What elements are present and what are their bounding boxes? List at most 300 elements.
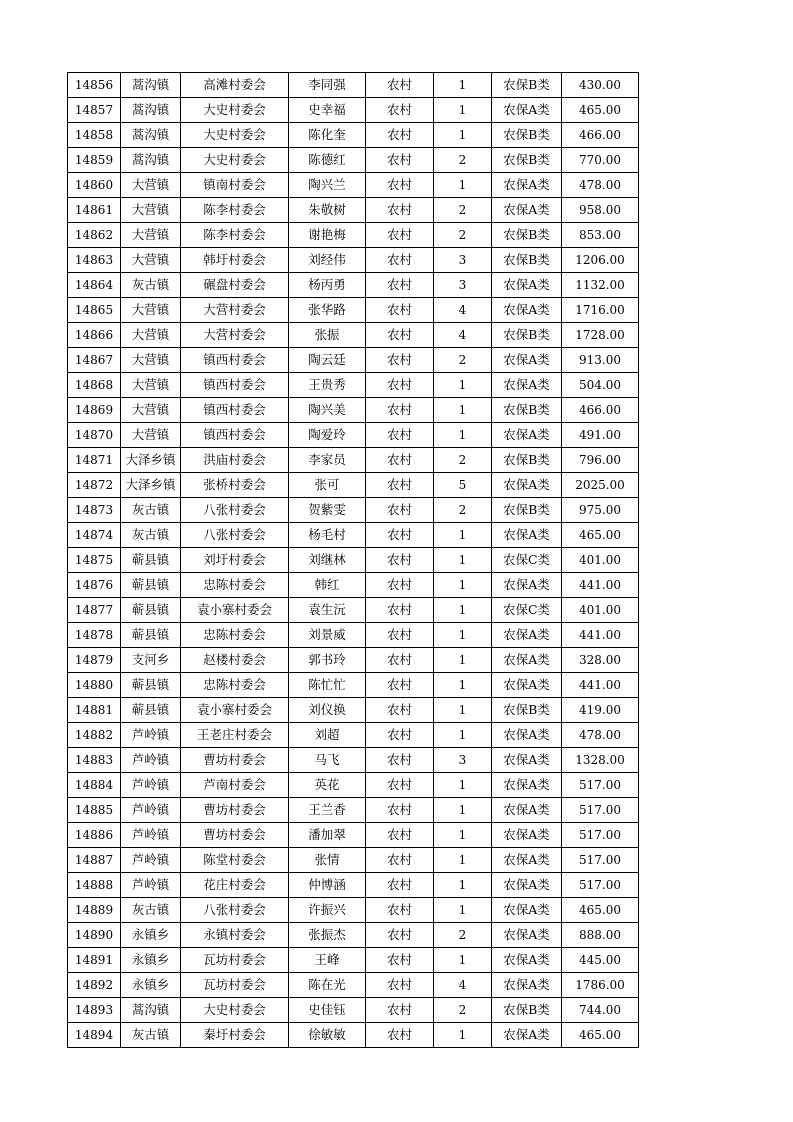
- cell-type: 农村: [366, 1023, 434, 1048]
- cell-id: 14880: [68, 673, 121, 698]
- cell-id: 14871: [68, 448, 121, 473]
- cell-type: 农村: [366, 398, 434, 423]
- cell-name: 潘加翠: [289, 823, 366, 848]
- cell-name: 陈德红: [289, 148, 366, 173]
- cell-category: 农保A类: [492, 573, 562, 598]
- cell-id: 14860: [68, 173, 121, 198]
- cell-amount: 744.00: [562, 998, 639, 1023]
- cell-name: 张情: [289, 848, 366, 873]
- cell-town: 蕲县镇: [121, 573, 181, 598]
- cell-amount: 466.00: [562, 123, 639, 148]
- cell-name: 李同强: [289, 73, 366, 98]
- cell-town: 大营镇: [121, 248, 181, 273]
- cell-village: 花庄村委会: [181, 873, 289, 898]
- cell-id: 14874: [68, 523, 121, 548]
- table-row: [68, 98, 639, 123]
- cell-village: 大史村委会: [181, 998, 289, 1023]
- table-row: [68, 998, 639, 1023]
- cell-name: 张可: [289, 473, 366, 498]
- table-row: [68, 873, 639, 898]
- cell-category: 农保A类: [492, 623, 562, 648]
- cell-count: 1: [434, 73, 492, 98]
- cell-town: 大营镇: [121, 198, 181, 223]
- table-row: [68, 548, 639, 573]
- cell-name: 徐敏敏: [289, 1023, 366, 1048]
- cell-town: 永镇乡: [121, 948, 181, 973]
- cell-type: 农村: [366, 73, 434, 98]
- cell-village: 镇西村委会: [181, 373, 289, 398]
- table-row: [68, 123, 639, 148]
- table-row: [68, 898, 639, 923]
- cell-count: 1: [434, 798, 492, 823]
- cell-id: 14858: [68, 123, 121, 148]
- cell-village: 瓦坊村委会: [181, 948, 289, 973]
- table-row: [68, 673, 639, 698]
- cell-amount: 888.00: [562, 923, 639, 948]
- cell-amount: 465.00: [562, 898, 639, 923]
- table-row: [68, 298, 639, 323]
- cell-count: 1: [434, 723, 492, 748]
- cell-type: 农村: [366, 423, 434, 448]
- cell-amount: 465.00: [562, 98, 639, 123]
- cell-type: 农村: [366, 373, 434, 398]
- cell-type: 农村: [366, 748, 434, 773]
- cell-type: 农村: [366, 623, 434, 648]
- cell-id: 14872: [68, 473, 121, 498]
- table-row: [68, 498, 639, 523]
- cell-village: 洪庙村委会: [181, 448, 289, 473]
- cell-name: 张振杰: [289, 923, 366, 948]
- cell-type: 农村: [366, 873, 434, 898]
- cell-village: 八张村委会: [181, 523, 289, 548]
- cell-category: 农保A类: [492, 98, 562, 123]
- cell-category: 农保B类: [492, 73, 562, 98]
- cell-count: 1: [434, 523, 492, 548]
- cell-town: 蒿沟镇: [121, 148, 181, 173]
- table-row: [68, 173, 639, 198]
- cell-category: 农保A类: [492, 923, 562, 948]
- table-row: [68, 523, 639, 548]
- cell-town: 灰古镇: [121, 523, 181, 548]
- cell-town: 芦岭镇: [121, 773, 181, 798]
- table-row: [68, 573, 639, 598]
- cell-id: 14891: [68, 948, 121, 973]
- cell-id: 14862: [68, 223, 121, 248]
- table-row: [68, 198, 639, 223]
- cell-amount: 517.00: [562, 798, 639, 823]
- cell-name: 杨丙勇: [289, 273, 366, 298]
- cell-count: 1: [434, 873, 492, 898]
- cell-name: 许振兴: [289, 898, 366, 923]
- cell-count: 1: [434, 773, 492, 798]
- cell-amount: 770.00: [562, 148, 639, 173]
- cell-category: 农保B类: [492, 448, 562, 473]
- table-row: [68, 448, 639, 473]
- cell-village: 镇南村委会: [181, 173, 289, 198]
- cell-category: 农保A类: [492, 948, 562, 973]
- table-row: [68, 973, 639, 998]
- cell-category: 农保B类: [492, 248, 562, 273]
- cell-id: 14866: [68, 323, 121, 348]
- cell-town: 大泽乡镇: [121, 448, 181, 473]
- table-row: [68, 848, 639, 873]
- cell-village: 曹坊村委会: [181, 748, 289, 773]
- cell-village: 陈堂村委会: [181, 848, 289, 873]
- cell-count: 1: [434, 398, 492, 423]
- cell-village: 袁小寨村委会: [181, 698, 289, 723]
- cell-count: 1: [434, 648, 492, 673]
- cell-town: 芦岭镇: [121, 798, 181, 823]
- table-row: [68, 798, 639, 823]
- cell-id: 14870: [68, 423, 121, 448]
- cell-amount: 441.00: [562, 623, 639, 648]
- cell-id: 14868: [68, 373, 121, 398]
- cell-village: 王老庄村委会: [181, 723, 289, 748]
- cell-name: 刘继林: [289, 548, 366, 573]
- cell-amount: 1206.00: [562, 248, 639, 273]
- cell-amount: 913.00: [562, 348, 639, 373]
- table-row: [68, 73, 639, 98]
- cell-village: 高滩村委会: [181, 73, 289, 98]
- cell-id: 14873: [68, 498, 121, 523]
- cell-name: 陶云廷: [289, 348, 366, 373]
- cell-type: 农村: [366, 798, 434, 823]
- cell-count: 1: [434, 1023, 492, 1048]
- cell-count: 1: [434, 123, 492, 148]
- cell-type: 农村: [366, 848, 434, 873]
- cell-village: 忠陈村委会: [181, 673, 289, 698]
- cell-village: 镇西村委会: [181, 423, 289, 448]
- cell-id: 14888: [68, 873, 121, 898]
- cell-id: 14882: [68, 723, 121, 748]
- cell-count: 1: [434, 423, 492, 448]
- cell-amount: 478.00: [562, 173, 639, 198]
- cell-name: 杨毛村: [289, 523, 366, 548]
- cell-town: 灰古镇: [121, 498, 181, 523]
- cell-town: 永镇乡: [121, 973, 181, 998]
- cell-category: 农保B类: [492, 223, 562, 248]
- cell-type: 农村: [366, 123, 434, 148]
- cell-count: 2: [434, 998, 492, 1023]
- cell-town: 大营镇: [121, 348, 181, 373]
- cell-village: 永镇村委会: [181, 923, 289, 948]
- cell-type: 农村: [366, 473, 434, 498]
- cell-category: 农保B类: [492, 123, 562, 148]
- cell-type: 农村: [366, 673, 434, 698]
- cell-amount: 1132.00: [562, 273, 639, 298]
- cell-village: 袁小寨村委会: [181, 598, 289, 623]
- cell-amount: 1728.00: [562, 323, 639, 348]
- table-body: [68, 73, 639, 1048]
- cell-town: 大营镇: [121, 298, 181, 323]
- cell-type: 农村: [366, 248, 434, 273]
- cell-amount: 517.00: [562, 848, 639, 873]
- cell-name: 王峰: [289, 948, 366, 973]
- cell-id: 14894: [68, 1023, 121, 1048]
- table-row: [68, 473, 639, 498]
- cell-category: 农保B类: [492, 998, 562, 1023]
- cell-count: 1: [434, 673, 492, 698]
- table-row: [68, 773, 639, 798]
- table-row: [68, 423, 639, 448]
- cell-count: 3: [434, 248, 492, 273]
- cell-category: 农保A类: [492, 773, 562, 798]
- cell-type: 农村: [366, 648, 434, 673]
- cell-count: 2: [434, 498, 492, 523]
- cell-category: 农保A类: [492, 273, 562, 298]
- cell-name: 仲博涵: [289, 873, 366, 898]
- cell-amount: 853.00: [562, 223, 639, 248]
- table-row: [68, 623, 639, 648]
- cell-count: 1: [434, 598, 492, 623]
- cell-village: 芦南村委会: [181, 773, 289, 798]
- cell-id: 14878: [68, 623, 121, 648]
- cell-id: 14879: [68, 648, 121, 673]
- cell-village: 张桥村委会: [181, 473, 289, 498]
- cell-town: 大营镇: [121, 423, 181, 448]
- cell-name: 刘景威: [289, 623, 366, 648]
- cell-id: 14892: [68, 973, 121, 998]
- cell-count: 1: [434, 848, 492, 873]
- cell-category: 农保A类: [492, 523, 562, 548]
- cell-village: 忠陈村委会: [181, 623, 289, 648]
- cell-id: 14869: [68, 398, 121, 423]
- table-row: [68, 598, 639, 623]
- cell-amount: 504.00: [562, 373, 639, 398]
- cell-id: 14867: [68, 348, 121, 373]
- cell-village: 曹坊村委会: [181, 823, 289, 848]
- cell-id: 14881: [68, 698, 121, 723]
- cell-amount: 430.00: [562, 73, 639, 98]
- cell-category: 农保A类: [492, 298, 562, 323]
- cell-amount: 1786.00: [562, 973, 639, 998]
- cell-amount: 419.00: [562, 698, 639, 723]
- cell-type: 农村: [366, 573, 434, 598]
- cell-village: 碾盘村委会: [181, 273, 289, 298]
- cell-id: 14876: [68, 573, 121, 598]
- cell-type: 农村: [366, 98, 434, 123]
- cell-count: 1: [434, 623, 492, 648]
- cell-amount: 517.00: [562, 823, 639, 848]
- cell-count: 1: [434, 173, 492, 198]
- cell-count: 4: [434, 323, 492, 348]
- cell-id: 14886: [68, 823, 121, 848]
- cell-id: 14856: [68, 73, 121, 98]
- cell-count: 1: [434, 573, 492, 598]
- cell-id: 14859: [68, 148, 121, 173]
- cell-category: 农保A类: [492, 823, 562, 848]
- cell-category: 农保B类: [492, 323, 562, 348]
- cell-name: 英花: [289, 773, 366, 798]
- cell-type: 农村: [366, 998, 434, 1023]
- cell-name: 陶爱玲: [289, 423, 366, 448]
- cell-type: 农村: [366, 173, 434, 198]
- cell-amount: 517.00: [562, 873, 639, 898]
- cell-name: 郭书玲: [289, 648, 366, 673]
- cell-count: 3: [434, 273, 492, 298]
- cell-type: 农村: [366, 773, 434, 798]
- cell-category: 农保A类: [492, 648, 562, 673]
- cell-name: 陈忙忙: [289, 673, 366, 698]
- cell-id: 14883: [68, 748, 121, 773]
- cell-amount: 2025.00: [562, 473, 639, 498]
- cell-village: 大史村委会: [181, 123, 289, 148]
- cell-id: 14875: [68, 548, 121, 573]
- cell-town: 芦岭镇: [121, 873, 181, 898]
- cell-village: 韩圩村委会: [181, 248, 289, 273]
- cell-name: 陶兴兰: [289, 173, 366, 198]
- cell-category: 农保B类: [492, 698, 562, 723]
- cell-type: 农村: [366, 498, 434, 523]
- cell-town: 大营镇: [121, 398, 181, 423]
- cell-town: 大营镇: [121, 223, 181, 248]
- cell-count: 1: [434, 898, 492, 923]
- cell-town: 蕲县镇: [121, 548, 181, 573]
- cell-id: 14890: [68, 923, 121, 948]
- cell-town: 支河乡: [121, 648, 181, 673]
- cell-amount: 478.00: [562, 723, 639, 748]
- cell-type: 农村: [366, 298, 434, 323]
- cell-amount: 441.00: [562, 673, 639, 698]
- cell-amount: 796.00: [562, 448, 639, 473]
- cell-type: 农村: [366, 323, 434, 348]
- cell-name: 马飞: [289, 748, 366, 773]
- cell-count: 3: [434, 748, 492, 773]
- cell-town: 大泽乡镇: [121, 473, 181, 498]
- table-row: [68, 948, 639, 973]
- cell-category: 农保A类: [492, 723, 562, 748]
- cell-name: 陈化奎: [289, 123, 366, 148]
- cell-amount: 465.00: [562, 1023, 639, 1048]
- cell-category: 农保A类: [492, 748, 562, 773]
- cell-type: 农村: [366, 348, 434, 373]
- cell-count: 1: [434, 823, 492, 848]
- cell-town: 芦岭镇: [121, 723, 181, 748]
- cell-count: 4: [434, 973, 492, 998]
- cell-count: 2: [434, 923, 492, 948]
- table-row: [68, 223, 639, 248]
- cell-amount: 465.00: [562, 523, 639, 548]
- cell-name: 李家员: [289, 448, 366, 473]
- cell-name: 朱敬树: [289, 198, 366, 223]
- table-row: [68, 373, 639, 398]
- cell-village: 镇西村委会: [181, 398, 289, 423]
- table-row: [68, 698, 639, 723]
- table-row: [68, 723, 639, 748]
- table-row: [68, 348, 639, 373]
- cell-town: 永镇乡: [121, 923, 181, 948]
- cell-count: 5: [434, 473, 492, 498]
- cell-type: 农村: [366, 898, 434, 923]
- cell-type: 农村: [366, 198, 434, 223]
- cell-town: 蒿沟镇: [121, 123, 181, 148]
- cell-category: 农保A类: [492, 373, 562, 398]
- cell-type: 农村: [366, 698, 434, 723]
- cell-village: 大史村委会: [181, 98, 289, 123]
- cell-name: 陶兴美: [289, 398, 366, 423]
- cell-village: 赵楼村委会: [181, 648, 289, 673]
- cell-amount: 328.00: [562, 648, 639, 673]
- cell-name: 袁生沅: [289, 598, 366, 623]
- cell-count: 2: [434, 223, 492, 248]
- cell-village: 镇西村委会: [181, 348, 289, 373]
- cell-amount: 958.00: [562, 198, 639, 223]
- cell-town: 灰古镇: [121, 273, 181, 298]
- cell-id: 14864: [68, 273, 121, 298]
- cell-amount: 975.00: [562, 498, 639, 523]
- cell-amount: 1716.00: [562, 298, 639, 323]
- cell-count: 1: [434, 948, 492, 973]
- cell-category: 农保A类: [492, 673, 562, 698]
- table-row: [68, 273, 639, 298]
- cell-id: 14884: [68, 773, 121, 798]
- cell-id: 14887: [68, 848, 121, 873]
- cell-id: 14889: [68, 898, 121, 923]
- cell-count: 1: [434, 698, 492, 723]
- cell-name: 刘超: [289, 723, 366, 748]
- cell-category: 农保C类: [492, 598, 562, 623]
- cell-town: 芦岭镇: [121, 748, 181, 773]
- cell-town: 大营镇: [121, 373, 181, 398]
- cell-village: 八张村委会: [181, 898, 289, 923]
- table-row: [68, 1023, 639, 1048]
- cell-name: 史幸福: [289, 98, 366, 123]
- table-row: [68, 648, 639, 673]
- cell-count: 2: [434, 448, 492, 473]
- table-row: [68, 323, 639, 348]
- cell-id: 14863: [68, 248, 121, 273]
- cell-name: 刘仪换: [289, 698, 366, 723]
- table-row: [68, 148, 639, 173]
- cell-type: 农村: [366, 723, 434, 748]
- cell-town: 芦岭镇: [121, 823, 181, 848]
- cell-count: 1: [434, 548, 492, 573]
- cell-town: 蕲县镇: [121, 598, 181, 623]
- cell-category: 农保B类: [492, 498, 562, 523]
- cell-category: 农保B类: [492, 148, 562, 173]
- table-row: [68, 748, 639, 773]
- cell-village: 大史村委会: [181, 148, 289, 173]
- cell-category: 农保B类: [492, 398, 562, 423]
- cell-town: 蒿沟镇: [121, 98, 181, 123]
- cell-name: 王兰香: [289, 798, 366, 823]
- cell-town: 蒿沟镇: [121, 73, 181, 98]
- cell-amount: 1328.00: [562, 748, 639, 773]
- cell-amount: 401.00: [562, 598, 639, 623]
- cell-name: 谢艳梅: [289, 223, 366, 248]
- cell-category: 农保A类: [492, 473, 562, 498]
- cell-id: 14885: [68, 798, 121, 823]
- table-row: [68, 248, 639, 273]
- cell-type: 农村: [366, 948, 434, 973]
- cell-amount: 441.00: [562, 573, 639, 598]
- cell-amount: 491.00: [562, 423, 639, 448]
- cell-type: 农村: [366, 223, 434, 248]
- table-row: [68, 398, 639, 423]
- cell-category: 农保A类: [492, 198, 562, 223]
- cell-type: 农村: [366, 273, 434, 298]
- cell-type: 农村: [366, 448, 434, 473]
- cell-town: 大营镇: [121, 323, 181, 348]
- cell-village: 忠陈村委会: [181, 573, 289, 598]
- cell-type: 农村: [366, 523, 434, 548]
- cell-town: 大营镇: [121, 173, 181, 198]
- cell-count: 1: [434, 98, 492, 123]
- cell-town: 蕲县镇: [121, 698, 181, 723]
- table-row: [68, 823, 639, 848]
- cell-amount: 517.00: [562, 773, 639, 798]
- cell-count: 2: [434, 198, 492, 223]
